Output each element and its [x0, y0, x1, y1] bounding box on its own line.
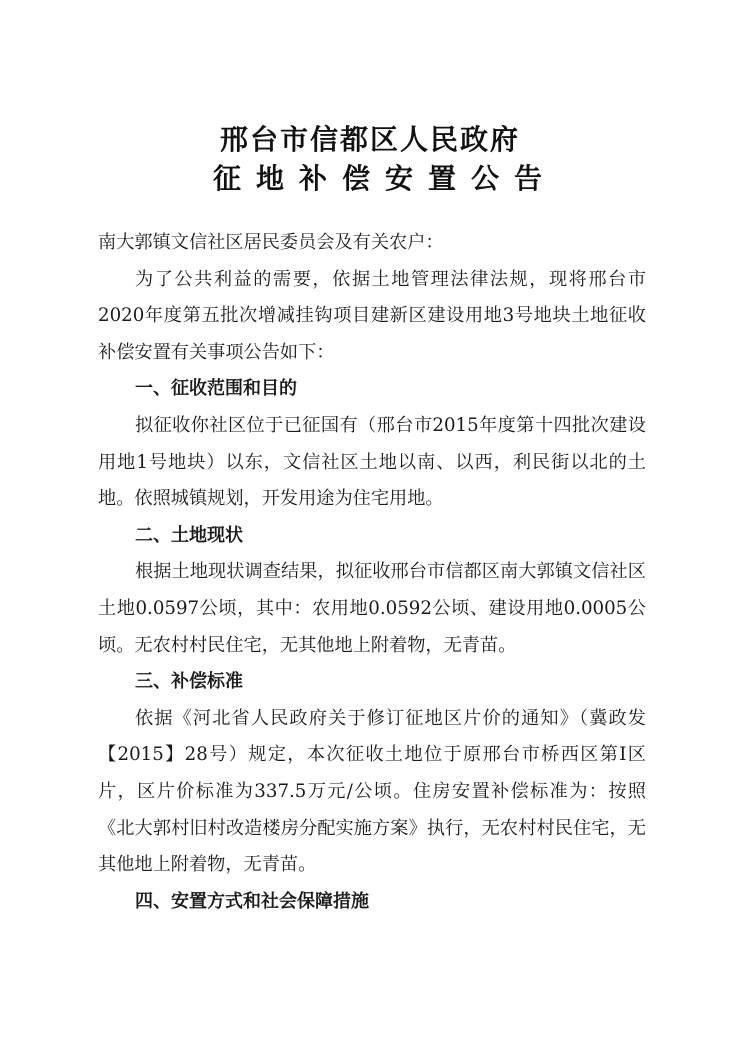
page-title-line1: 邢台市信都区人民政府: [219, 123, 520, 156]
section-text-3: 依据《河北省人民政府关于修订征地区片价的通知》（冀政发【2015】28号）规定，本次征收土地位于原邢台市桥西区第Ⅰ区片，区片价标准为337.5万元/公顷。住房安置补偿标准为：按照《北大郭村旧村改造楼房分配实施方案》执行，无农村村民住宅，无其他地上附着物，无青苗。: [98, 707, 646, 876]
section-heading-2: 二、土地现状: [135, 524, 243, 546]
page-title-line2: 征地补偿安置公告: [212, 162, 557, 195]
salutation: 南大郭镇文信社区居民委员会及有关农户：: [98, 232, 444, 253]
section-heading-3: 三、补偿标准: [135, 671, 243, 693]
section-heading-4: 四、安置方式和社会保障措施: [135, 890, 369, 912]
section-text-2: 根据土地现状调查结果，拟征收邢台市信都区南大郭镇文信社区土地0.0597公顷，其中：农用地0.0592公顷、建设用地0.0005公顷。无农村村民住宅，无其他地上附着物，无青苗。: [98, 561, 646, 656]
section-heading-1: 一、征收范围和目的: [135, 378, 297, 400]
section-text-1: 拟征收你社区位于已征国有（邢台市2015年度第十四批次建设用地1号地块）以东，文信社区土地以南、以西，利民街以北的土地。依照城镇规划，开发用途为住宅用地。: [98, 414, 646, 510]
document-body: [98, 225, 646, 920]
intro-paragraph: 为了公共利益的需要，依据土地管理法律法规，现将邢台市2020年度第五批次增减挂钩项目建新区建设用地3号地块土地征收补偿安置有关事项公告如下：: [98, 268, 646, 363]
